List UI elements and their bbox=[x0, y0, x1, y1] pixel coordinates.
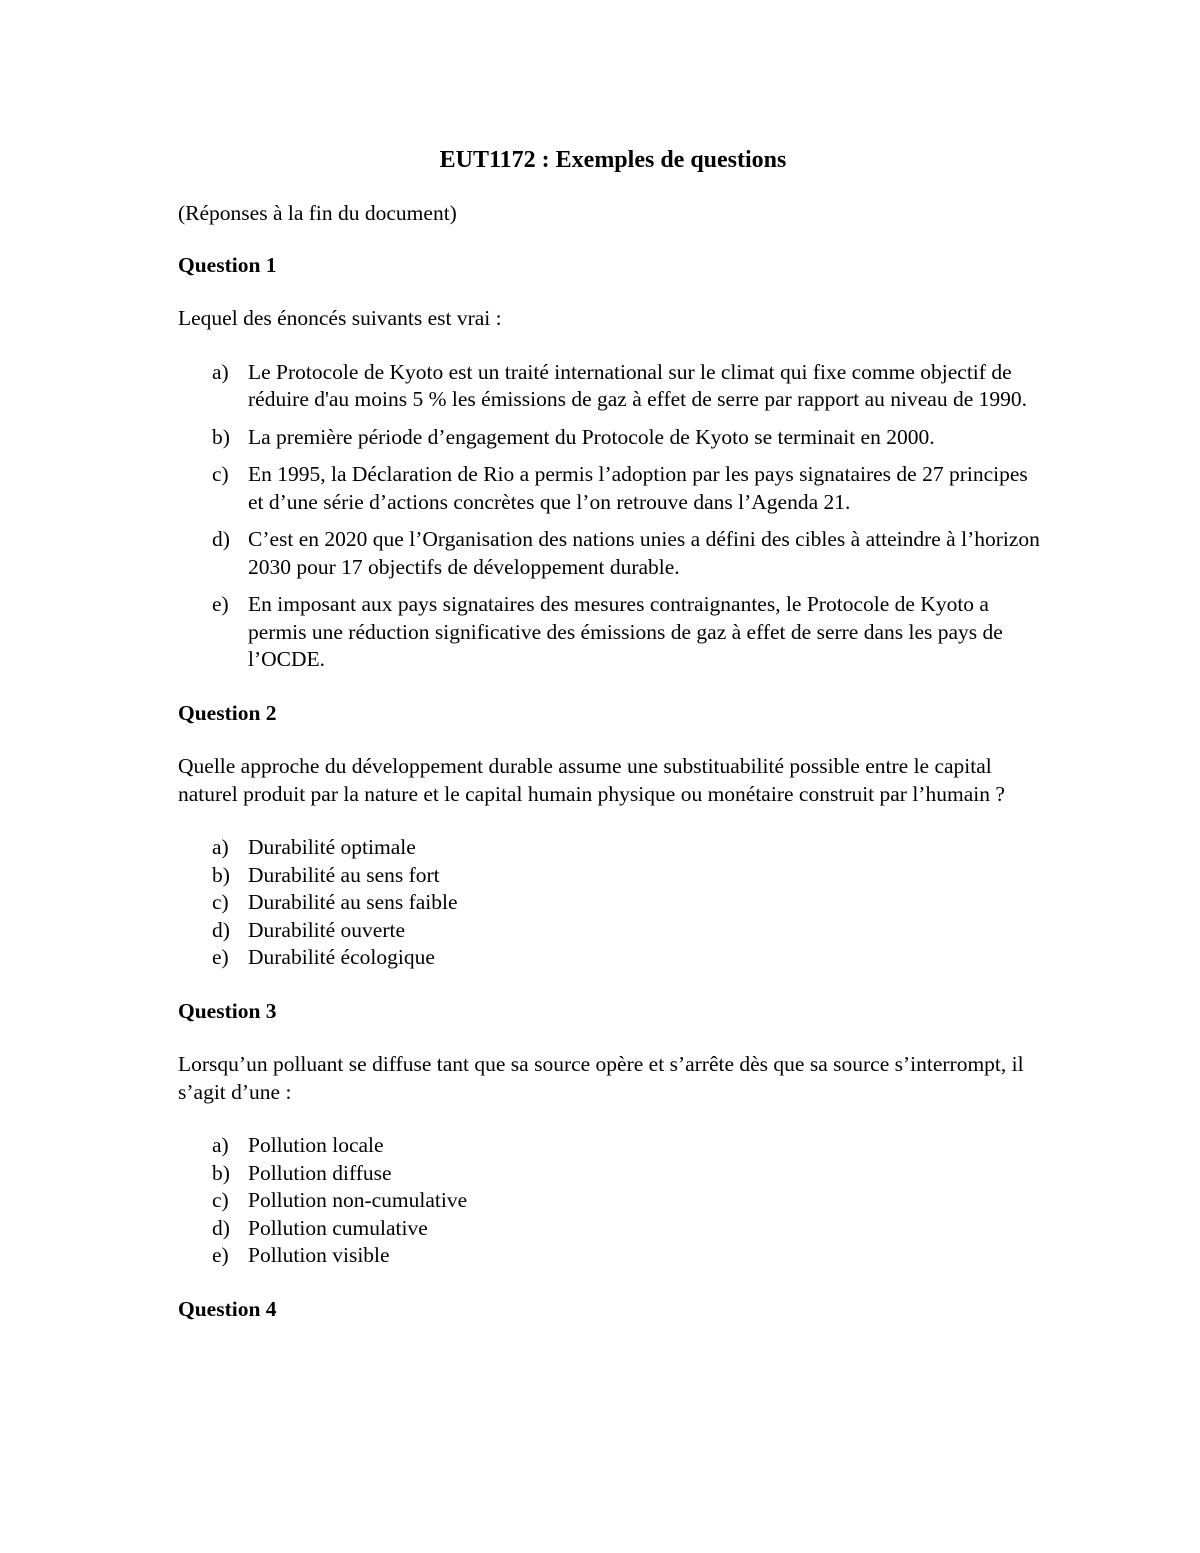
option-text: Durabilité au sens faible bbox=[248, 890, 458, 914]
option-text: En 1995, la Déclaration de Rio a permis l’adoption par les pays signataires de 27 principes et d’une série d’actions concrètes que l’on retrouve dans l’Agenda 21. bbox=[248, 462, 1028, 514]
answer-option bbox=[178, 1215, 1048, 1243]
option-letter: b) bbox=[212, 424, 230, 449]
option-letter: d) bbox=[212, 917, 230, 942]
answer-option bbox=[178, 1132, 1048, 1160]
answer-options bbox=[178, 1132, 1048, 1270]
question-4 bbox=[178, 1296, 1048, 1324]
question-text: Lequel des énoncés suivants est vrai : bbox=[178, 306, 502, 330]
question-2 bbox=[178, 700, 1048, 972]
answer-option bbox=[178, 591, 1048, 674]
answer-option bbox=[178, 526, 1048, 581]
option-letter: c) bbox=[212, 890, 229, 914]
option-text: Durabilité au sens fort bbox=[248, 862, 440, 887]
answer-option bbox=[178, 944, 1048, 972]
question-1 bbox=[178, 252, 1048, 674]
question-3 bbox=[178, 998, 1048, 1270]
option-letter: c) bbox=[212, 462, 229, 486]
option-text: Pollution cumulative bbox=[248, 1215, 428, 1240]
option-letter: c) bbox=[212, 1188, 229, 1212]
option-letter: e) bbox=[212, 1243, 229, 1267]
answer-option bbox=[178, 424, 1048, 452]
answer-option bbox=[178, 1242, 1048, 1270]
question-heading: Question 4 bbox=[178, 1296, 277, 1321]
question-heading: Question 2 bbox=[178, 700, 277, 725]
option-letter: e) bbox=[212, 592, 229, 616]
option-text: Pollution non-cumulative bbox=[248, 1188, 468, 1212]
option-letter: a) bbox=[212, 359, 229, 384]
option-text: Durabilité optimale bbox=[248, 835, 416, 859]
answers-note: (Réponses à la fin du document) bbox=[178, 201, 457, 225]
option-letter: a) bbox=[212, 1133, 229, 1157]
option-text: En imposant aux pays signataires des mesures contraignantes, le Protocole de Kyoto a permis une réduction significative des émissions de gaz à effet de serre dans les pays de l’OCDE. bbox=[248, 592, 1003, 671]
option-text: Pollution visible bbox=[248, 1243, 390, 1267]
option-letter: b) bbox=[212, 862, 230, 887]
question-text: Lorsqu’un polluant se diffuse tant que sa source opère et s’arrête dès que sa source s’interrompt, il s’agit d’une : bbox=[178, 1052, 1024, 1104]
option-letter: d) bbox=[212, 527, 230, 551]
answer-option bbox=[178, 1160, 1048, 1188]
option-text: Durabilité ouverte bbox=[248, 917, 406, 942]
document-title: EUT1172 : Exemples de questions bbox=[439, 147, 787, 173]
option-text: Pollution locale bbox=[248, 1133, 384, 1157]
option-text: Pollution diffuse bbox=[248, 1160, 392, 1185]
answer-option bbox=[178, 461, 1048, 516]
option-text: C’est en 2020 que l’Organisation des nations unies a défini des cibles à atteindre à l’horizon 2030 pour 17 objectifs de développement durable. bbox=[248, 527, 1040, 579]
answer-option bbox=[178, 862, 1048, 890]
option-letter: a) bbox=[212, 835, 229, 859]
option-text: La première période d’engagement du Protocole de Kyoto se terminait en 2000. bbox=[248, 424, 935, 449]
option-letter: b) bbox=[212, 1160, 230, 1185]
answer-option bbox=[178, 834, 1048, 862]
question-text: Quelle approche du développement durable assume une substituabilité possible entre le capital naturel produit par la nature et le capital humain physique ou monétaire construit par l’humain ? bbox=[178, 754, 1005, 806]
answer-options bbox=[178, 359, 1048, 674]
option-text: Le Protocole de Kyoto est un traité international sur le climat qui fixe comme objectif de réduire d'au moins 5 % les émissions de gaz à effet de serre par rapport au niveau de 1990. bbox=[248, 359, 1027, 411]
option-letter: e) bbox=[212, 945, 229, 969]
answer-option bbox=[178, 917, 1048, 945]
option-letter: d) bbox=[212, 1215, 230, 1240]
document-page bbox=[178, 142, 1048, 1349]
answer-option bbox=[178, 1187, 1048, 1215]
question-heading: Question 3 bbox=[178, 998, 277, 1023]
answer-options bbox=[178, 834, 1048, 972]
answer-option bbox=[178, 889, 1048, 917]
option-text: Durabilité écologique bbox=[248, 945, 435, 969]
answer-option bbox=[178, 359, 1048, 414]
question-heading: Question 1 bbox=[178, 252, 277, 277]
